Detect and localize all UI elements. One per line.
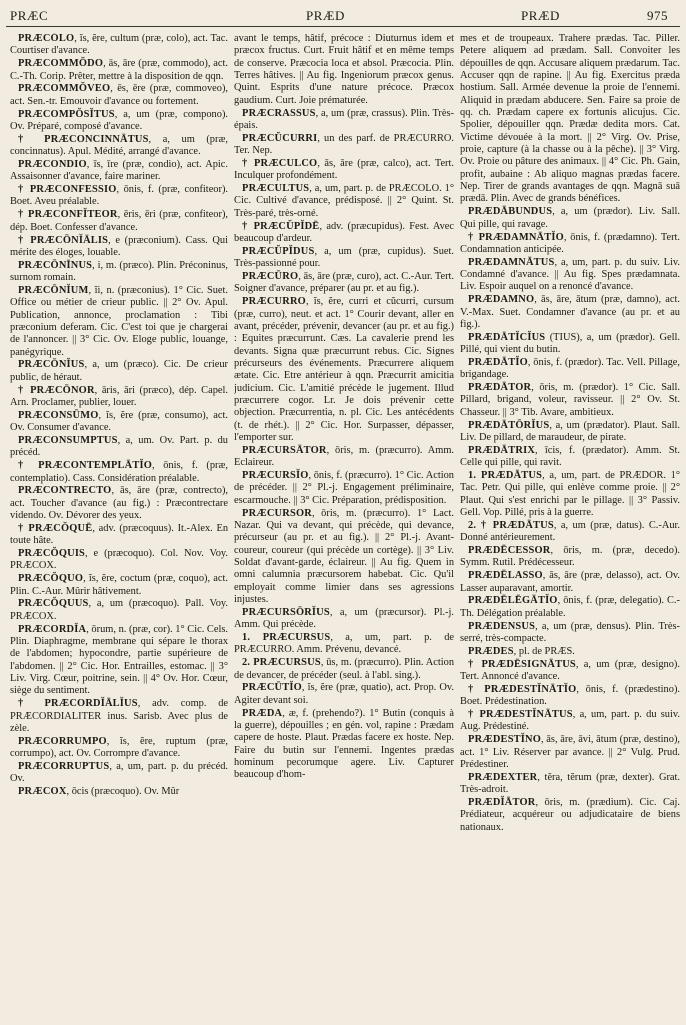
entry-headword: PRÆDAMNO [468, 294, 535, 306]
entry-headword: 2. PRÆCURSUS [242, 657, 321, 669]
entry-headword: PRÆCONSŪMO [18, 409, 99, 421]
entry-text: , a, um, part. p. du suiv. Aug. Prédestiné. [460, 709, 681, 733]
entry-headword: PRÆCŌNĬUS [18, 359, 85, 371]
entry-headword: PRÆDESTĬNO [468, 734, 542, 746]
dictionary-entry [10, 385, 228, 410]
dictionary-entry [10, 209, 228, 234]
entry-text: , ōris, m. (præcurro). Amm. Eclaireur. [234, 444, 455, 469]
entry-text: , ūs, m. (præcurro). Plin. Action de devancer, de précéder (seul. à l'abl. sing.). [234, 657, 455, 681]
dictionary-entry [10, 359, 228, 384]
dictionary-entry [234, 133, 454, 158]
entry-headword: 1. PRÆDĀTUS [468, 470, 543, 482]
dictionary-entry [234, 657, 454, 682]
entry-text: , ĭi, n. (præconius). 1° Cic. Suet. Office ou métier de crieur public. || 2° Ov. Apul. Publication, annonce, proclamation : Tibi præconium deferam. Cic. C'est toi que je chargerai de l'annoncer. || 3° Cic. Ov. Eloge public, louange, panégyrique. [10, 284, 229, 358]
dictionary-entry [10, 548, 228, 573]
dictionary-entry [460, 520, 680, 545]
dictionary-entry [460, 382, 680, 419]
dictionary-entry [10, 134, 228, 159]
entry-text: , ōris, m. (præ, decedo). Symm. Rutil. Prédécesseur. [460, 545, 681, 569]
page-number: 975 [647, 8, 668, 23]
entry-text: , a, um (prædator). Plaut. Sall. Liv. De pillard, de maraudeur, de pirate. [460, 419, 681, 443]
entry-text: , ōnis, f. (præ, contemplatio). Cass. Considération préalable. [10, 460, 229, 484]
entry-text: mes et de troupeaux. Trahere prædas. Tac. Piller. Petere aliquem ad prædam. Sall. Convoiter les dépouilles de qqn. Accusare aliquem prædarum. Tac. Accuser qqn de rapine. || Au fig. Exercitus præda hostium. Sall. Armée devenue la proie de l'ennemi. Aliquid in prædam abducere. Sen. Faire sa proie de qq. ch. Prædam capere ex fortunis alicujus. Cic. Spolier, dépouiller qqn. Prædæ dedita mors. Cat. Victime dévouée à la mort. || 2° Virg. Ov. Prise, proie, capture (à la chasse ou à la pêche). || 3° Virg. Ov. Proie ou pâture des animaux. || 4° Cic. Ph. Gain, profit, aubaine : Ab aliquo magnas prædas facere. Nep. Tirer de grands avantages de qqn. Magnā suā prædā. Plin. Avec de grands bénéfices. [460, 33, 681, 205]
entry-headword: PRÆDĒLASSO [468, 570, 543, 582]
entry-text: , ēs, ēre (præ, commoveo), act. Sen.-tr. Emouvoir d'avance ou fortement. [10, 83, 229, 107]
entry-text: , ōnis, f. (præcurro). 1° Cic. Action de précéder. || 2° Pl.-j. Engagement préliminaire, escarmouche. || 3° Cic. Préparation, prédisposition. [234, 470, 455, 506]
dictionary-entry [234, 183, 454, 220]
dictionary-entry [234, 708, 454, 782]
dictionary-entry [10, 159, 228, 184]
entry-text: , adv. (præcupidus). Fest. Avec beaucoup d'ardeur. [234, 220, 455, 244]
entry-text: , ōnis, f. (præ, confiteor). Boet. Aveu préalable. [10, 184, 229, 208]
header-center-guideword: PRÆD [306, 8, 345, 23]
entry-text: , a, um (præcoquo). Pall. Voy. PRÆCOX. [10, 598, 229, 622]
entry-headword: † PRÆDESTĬNĀTĬO [468, 683, 577, 695]
entry-headword: PRÆCŌNĬUM [18, 284, 89, 296]
entry-text: , ōris, m. (præcurro). 1° Lact. Nazar. Qui va devant, qui précède, qui devance, précurseur (au pr. et au fig.). || 2° Pl.-j. Avant-coureur, coureur (qui précède un cortège). || 3° Liv. Soldat d'avant-garde, éclaireur. || Au fig. Quem in omni calumnia præcursorem habebat. Cic. Qu'il employait comme limier dans ses agressions injustes. [234, 507, 455, 605]
entry-headword: PRÆDĒCESSOR [468, 545, 551, 557]
entry-text: , ĭs, ĕre, coctum (præ, coquo), act. Plin. C.-Aur. Mûrir hâtivement. [10, 573, 229, 597]
entry-text: , a, um (prædor). Liv. Sall. Qui pille, qui ravage. [460, 206, 681, 230]
entry-headword: 2. † PRÆDĀTUS [468, 519, 554, 531]
entry-headword: PRÆCŎQUO [18, 573, 84, 585]
entry-text: , a, um. Ov. Part. p. du précéd. [10, 435, 229, 459]
entry-text: , ōnis, f. (præ, delegatio). C.-Th. Délégation préalable. [460, 595, 681, 619]
dictionary-entry [10, 435, 228, 460]
dictionary-entry [460, 206, 680, 231]
dictionary-entry [10, 624, 228, 698]
column-2 [234, 33, 454, 835]
entry-text: , ās, āre (præ, commodo), act. C.-Th. Corip. Prêter, mettre à la disposition de qqn. [10, 58, 229, 82]
columns [6, 33, 680, 835]
entry-headword: PRÆDES [468, 645, 514, 657]
running-header [6, 6, 680, 27]
entry-headword: † PRÆDAMNĀTĬO [468, 231, 564, 243]
entry-headword: † PRÆCŌNĬĀLIS [18, 234, 109, 246]
entry-headword: PRÆDĀTOR [468, 382, 532, 394]
entry-text: , ās, āre (præ, contrecto), act. Toucher d'avance (au fig.) : Præcontrectare videndo. Ov. Dévorer des yeux. [10, 485, 229, 522]
entry-text: , a, um, part. de PRÆDOR. 1° Tac. Petr. Qui pille, qui enlève comme proie. || 2° Plaut. Qui s'est enrichi par le pillage. || 3° Passiv. Gell. Vop. Pillé, pris à la guerre. [460, 470, 681, 519]
entry-headword: PRÆCONSUMPTUS [18, 435, 118, 446]
dictionary-entry [234, 221, 454, 246]
dictionary-entry [10, 235, 228, 260]
entry-headword: PRÆCŪRO [242, 271, 299, 283]
dictionary-entry [234, 470, 454, 507]
entry-headword: † PRÆCŌNOR [18, 384, 95, 396]
entry-headword: PRÆCURRO [242, 296, 306, 308]
entry-headword: PRÆCŬCURRI [242, 132, 318, 144]
entry-text: , a, um (præ, compono). Ov. Préparé, composé d'avance. [10, 108, 229, 132]
dictionary-entry [460, 734, 680, 771]
entry-headword: PRÆCŎLO [18, 33, 75, 44]
entry-text: , un des parf. de PRÆCURRO. Ter. Nep. [234, 132, 455, 157]
entry-text: , ās, āre, ātum (præ, damno), act. V.-Max. Suet. Condamner d'avance (au pr. et au fig.). [460, 294, 681, 330]
entry-headword: PRÆDĒLĒGĀTĬO [468, 595, 558, 607]
entry-headword: PRÆCORDĬA [18, 623, 87, 635]
entry-text: , a, um, part. p. du suiv. Liv. Condamné d'avance. || Au fig. Spes prædamnata. Liv. Espoir auquel on a renoncé d'avance. [460, 256, 681, 293]
dictionary-entry [10, 184, 228, 209]
dictionary-entry [234, 108, 454, 133]
dictionary-entry [460, 595, 680, 620]
entry-headword: PRÆDĀTĬCĬUS [468, 331, 546, 343]
dictionary-entry [460, 257, 680, 294]
dictionary-entry [460, 772, 680, 797]
entry-text: , a, um (præ, crassus). Plin. Très-épais. [234, 107, 455, 131]
dictionary-entry [460, 709, 680, 734]
entry-headword: † PRÆDESTĬNĀTUS [468, 709, 573, 721]
entry-headword: † PRÆCŬPĬDĒ [242, 220, 320, 232]
entry-text: , a, um, part. p. de PRÆCURRO. Amm. Prévenu, devancé. [234, 632, 455, 656]
entry-text: , īs, īre (præ, condio), act. Apic. Assaisonner d'avance, faire mariner. [10, 158, 229, 183]
entry-headword: PRÆDĀTŌRĬUS [468, 419, 550, 431]
dictionary-entry [234, 296, 454, 444]
entry-text: , ōris, m. (prædium). Cic. Caj. Prédiateur, acquéreur ou adjudicataire de biens nationaux. [460, 796, 681, 833]
entry-text: , e (præconium). Cass. Qui mérite des éloges, louable. [10, 234, 229, 258]
dictionary-entry [10, 460, 228, 485]
header-right-guideword: PRÆD [521, 8, 560, 23]
entry-headword: PRÆCONTRECTO [18, 485, 112, 497]
entry-headword: † PRÆCONCINNĀTUS [18, 133, 149, 145]
entry-text: , pl. de PRÆS. [513, 645, 575, 657]
entry-headword: † PRÆCONFESSIO [18, 184, 117, 196]
dictionary-entry [234, 33, 454, 107]
dictionary-entry [10, 83, 228, 108]
dictionary-entry [460, 570, 680, 595]
entry-headword: PRÆDEXTER [468, 771, 538, 783]
entry-text: , ōris, m. (prædor). 1° Cic. Sall. Pillard, brigand, voleur, ravisseur. || 2° Ov. St. Chasseur. || 3° Tib. Avare, ambitieux. [460, 382, 681, 418]
entry-headword: PRÆDAMNĀTUS [468, 256, 555, 268]
entry-text: , ōnis, f. (prædestino). Boet. Prédestination. [460, 683, 680, 708]
dictionary-entry [10, 736, 228, 761]
dictionary-entry [460, 646, 680, 658]
entry-headword: PRÆCŬPĬDUS [242, 245, 315, 257]
entry-headword: † PRÆCŎQUĒ [18, 522, 93, 534]
dictionary-entry [460, 659, 680, 684]
entry-text: (TIUS), a, um (prædor). Gell. Pillé, qui vient du butin. [460, 331, 681, 356]
entry-text: , tĕra, tĕrum (præ, dexter). Grat. Très-adroit. [460, 771, 681, 796]
entry-text: , ĭs, ĕre, curri et cŭcurri, cursum (præ, curro), neut. et act. 1° Courir devant, aller en avant, précéder, prévenir, devancer (au pr. et au fig.) : Equites præcurrunt. Cæs. La cavalerie prend les devants. Signa quæ præcurrunt rebus. Cic. Signes précurseurs des événements. Præcurrere aliquem ætate. Cic. Etre antérieur à qqn. Præcurrit amicitia judicium. Cic. L'amitié précède le jugement. Illud præcurrere cogor. Lr. Je dois prévenir cette objection. Præcurrentia, n. pl. Cic. Les antécédents (t. de rhét.). || 2° Cic. Hor. Surpasser, dépasser, l'emporter sur. [234, 296, 455, 443]
dictionary-entry [10, 260, 228, 285]
entry-text: , īcis, f. (prædator). Amm. St. Celle qui pille, qui ravit. [460, 444, 681, 469]
entry-headword: PRÆCŎQUUS [18, 598, 89, 610]
entry-text: , a, um (præco). Cic. De crieur public, de héraut. [10, 359, 229, 383]
dictionary-entry [460, 294, 680, 331]
dictionary-entry [10, 786, 228, 798]
entry-text: , ās, āre (præ, calco), act. Tert. Inculquer profondément. [234, 157, 455, 182]
dictionary-entry [460, 684, 680, 709]
entry-headword: † PRÆDĒSIGNĀTUS [468, 658, 576, 670]
dictionary-entry [10, 523, 228, 548]
dictionary-entry [234, 508, 454, 607]
dictionary-entry [10, 109, 228, 134]
entry-headword: PRÆCURSĬO [242, 470, 309, 482]
dictionary-entry [460, 797, 680, 834]
entry-headword: † PRÆCONFĬTEOR [18, 209, 118, 221]
dictionary-entry [460, 232, 680, 257]
header-left-guideword: PRÆC [10, 8, 49, 23]
dictionary-entry [460, 420, 680, 445]
entry-text: avant le temps, hâtif, précoce : Diuturnus idem et præcox fructus. Curt. Fruit hâtif et en même temps de conserve. Præcocia loca et absol. Præcocia. Plin. Terres hâtives. || Au fig. Ingeniorum præcox genus. Quint. Esprits d'une nature précoce. Præcox gaudium. Curt. Joie prématurée. [234, 33, 455, 106]
entry-text: , ēris, ēri (præ, confiteor), dép. Boet. Confesser d'avance. [10, 209, 229, 233]
entry-headword: PRÆCORRUPTUS [18, 760, 110, 772]
entry-text: , ĭs, ĕre, ruptum (præ, corrumpo), act. Ov. Corrompre d'avance. [10, 735, 229, 760]
entry-headword: PRÆCURSOR [242, 507, 312, 519]
entry-headword: † PRÆCORDĬĀLĬUS [18, 698, 138, 710]
dictionary-entry [10, 598, 228, 623]
dictionary-entry [460, 545, 680, 570]
entry-headword: PRÆCOMMŎDO [18, 58, 104, 70]
entry-text: , a, um (præ, densus). Plin. Très-serré, très-compacte. [460, 620, 681, 644]
column-3 [460, 33, 680, 835]
entry-text: , a, um, part. p. du précéd. Ov. [10, 760, 229, 785]
entry-text: , adv. comp. de PRÆCORDIALITER inus. Sarisb. Avec plus de zèle. [10, 698, 229, 734]
entry-headword: † PRÆCULCO [242, 157, 318, 169]
dictionary-entry [10, 761, 228, 786]
entry-headword: PRÆCONDIO [18, 158, 87, 170]
entry-text: , ĭs, ĕre (præ, consumo), act. Ov. Consumer d'avance. [10, 409, 229, 434]
entry-headword: PRÆDENSUS [468, 620, 536, 632]
entry-headword: PRÆCULTUS [242, 183, 310, 195]
dictionary-entry [10, 573, 228, 598]
entry-text: , i, m. (præco). Plin. Préconinus, surnom romain. [10, 259, 229, 284]
dictionary-entry [10, 58, 228, 83]
entry-text: , a, um (præ, concinnatus). Apul. Médité, arrangé d'avance. [10, 133, 228, 158]
entry-headword: PRÆCOX [18, 786, 67, 798]
entry-headword: PRÆDĬĀTOR [468, 796, 536, 808]
entry-text: , a, um, part. p. de PRÆCOLO. 1° Cic. Cultivé d'avance, prédisposé. || 2° Quint. St. Très-paré, très-orné. [234, 183, 455, 219]
dictionary-entry [10, 485, 228, 522]
dictionary-entry [234, 445, 454, 470]
dictionary-entry [460, 33, 680, 206]
entry-text: , e (præcoquo). Col. Nov. Voy. PRÆCOX. [10, 548, 229, 572]
dictionary-entry [234, 246, 454, 271]
dictionary-entry [460, 445, 680, 470]
entry-text: , a, um (præ, designo). Tert. Annoncé d'avance. [460, 658, 680, 683]
entry-text: , a, um (præ, cupidus). Suet. Très-passionné pour. [234, 245, 455, 270]
entry-headword: PRÆCOMMŎVEO [18, 83, 111, 95]
dictionary-entry [234, 158, 454, 183]
entry-headword: PRÆCURSĀTOR [242, 444, 327, 456]
dictionary-entry [10, 698, 228, 735]
entry-headword: PRÆCŌNĪNUS [18, 259, 93, 271]
dictionary-entry [234, 632, 454, 657]
dictionary-entry [460, 357, 680, 382]
column-1 [10, 33, 228, 835]
dictionary-entry [460, 470, 680, 519]
entry-text: , ās, āre (præ, curo), act. C.-Aur. Tert. Soigner d'avance, préparer (au pr. et au fig.). [234, 271, 455, 295]
entry-text: , ās, āre (præ, delasso), act. Ov. Lasser auparavant, amortir. [460, 570, 681, 594]
entry-headword: PRÆCOMPŎSĬTUS [18, 108, 115, 120]
dictionary-entry [234, 682, 454, 707]
entry-headword: PRÆCRASSUS [242, 107, 316, 119]
dictionary-entry [234, 271, 454, 296]
dictionary-entry [10, 410, 228, 435]
entry-text: , ĭs, ĕre (præ, quatio), act. Prop. Ov. Agiter devant soi. [234, 682, 455, 706]
entry-text: , a, um (præcursor). Pl.-j. Amm. Qui précède. [234, 606, 455, 631]
entry-headword: PRÆDĀTRIX [468, 444, 536, 456]
entry-text: , æ, f. (prehendo?). 1° Butin (conquis à la guerre), dépouilles ; en gén. vol, rapine : Prædam capere de hoste. Plaut. Prædas facere ex hoste. Nep. Faire du butin sur l'ennemi. Ingentes prædas hominum pecorumque agere. Liv. Capturer beaucoup d'hom- [234, 707, 455, 781]
entry-text: , ōnis, f. (prædamno). Tert. Condamnation anticipée. [460, 231, 681, 255]
dictionary-entry [10, 33, 228, 58]
entry-text: , ĭs, ĕre, cultum (præ, colo), act. Tac. Courtiser d'avance. [10, 33, 229, 57]
entry-headword: PRÆCŎQUIS [18, 548, 86, 560]
dictionary-entry [460, 621, 680, 646]
entry-headword: PRÆDA [242, 707, 283, 719]
entry-headword: PRÆCŪTĬO [242, 682, 302, 694]
entry-headword: PRÆCORRUMPO [18, 735, 107, 747]
entry-text: , ōcis (præcoquo). Ov. Mûr [66, 786, 180, 798]
dictionary-entry [10, 285, 228, 359]
entry-headword: PRÆCURSŌRĬUS [242, 606, 330, 618]
entry-text: , a, um (præ, datus). C.-Aur. Donné antérieurement. [460, 519, 681, 544]
entry-headword: † PRÆCONTEMPLĀTĬO [18, 460, 153, 472]
entry-text: , āris, āri (præco), dép. Capel. Arn. Proclamer, publier, louer. [10, 384, 229, 408]
entry-text: , ōrum, n. (præ, cor). 1° Cic. Cels. Plin. Diaphragme, membrane qui sépare le thorax de l'abdomen; hypocondre, partie supérieure de l'abdomen. || 2° Cic. Hor. Entrailles, estomac. || 3° Liv. Virg. Cœur, poitrine, sein. || 4° Ov. Hor. Cœur, siège du sentiment. [10, 623, 229, 697]
entry-headword: 1. PRÆCURSUS [242, 632, 331, 643]
entry-text: , ōnis, f. (prædor). Tac. Vell. Pillage, brigandage. [460, 356, 681, 381]
entry-headword: PRÆDĀBUNDUS [468, 206, 553, 218]
entry-text: , adv. (præcoquus). It.-Alex. En toute hâte. [10, 522, 229, 547]
entry-headword: PRÆDĀTĬO [468, 356, 528, 368]
dictionary-entry [234, 607, 454, 632]
dictionary-entry [460, 332, 680, 357]
entry-text: , ās, āre, āvi, ātum (præ, destino), act. 1° Liv. Réserver par avance. || 2° Vulg. Prud. Prédestiner. [460, 734, 681, 770]
